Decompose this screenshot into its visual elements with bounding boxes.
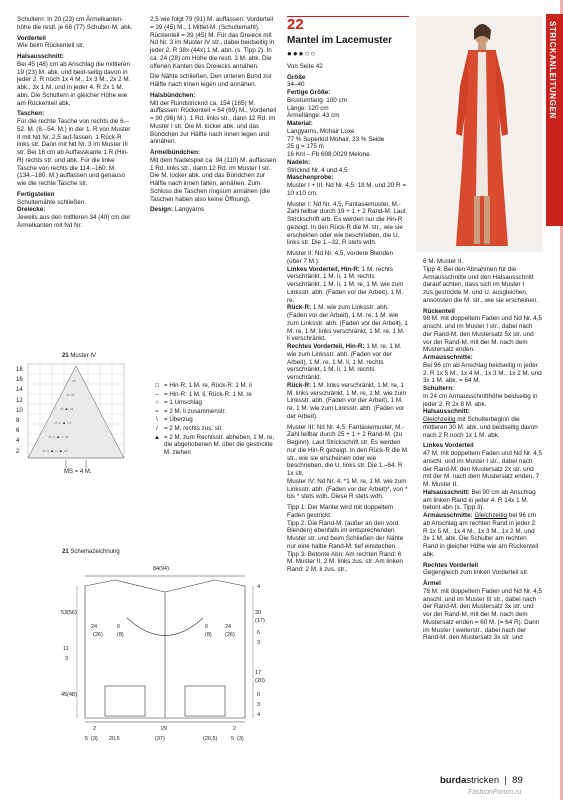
svg-text:6: 6	[117, 624, 121, 630]
halsbuendchen-heading: Halsbündchen:	[150, 91, 196, 99]
svg-text:3: 3	[65, 656, 69, 662]
svg-text:(20,5): (20,5)	[203, 736, 218, 742]
taschen-text: Für die rechte Tasche von rechts die 6.–52. M. (8.–54. M.) in der 1. R von Muster II mit Nd Nr. 2,5 auf-fassen. 1 Rück-R links str. Dann mit Nd Nr. 3 im Muster III str. Bei 16 cm ab Auffasskante 1 R (Hin-R) rechts str. und abk. Für die linke Tasche von rechts die 114.–160. M. (134.–180. M.) auffassen und genauso wie die rechte Tasche str.	[17, 118, 131, 187]
material-heading: Material:	[287, 120, 313, 127]
column-3	[287, 16, 409, 574]
dreiecke-text: Jeweils aus den mittleren 34 (40) cm der Ärmelkanten mit Nd Nr.	[17, 214, 131, 229]
tipp-1: Tipp 1: Der Mantel wird mit doppeltem Faden gestrickt.	[287, 504, 394, 519]
svg-text:2: 2	[93, 726, 97, 732]
halsausschnitt-heading: Halsausschnitt:	[17, 53, 64, 60]
svg-text:○\ ▲ ○/: ○\ ▲ ○/	[60, 406, 74, 411]
legend-symbol: ≈	[155, 407, 159, 415]
legend-item	[150, 408, 280, 416]
dreiecke-heading: Dreiecke:	[17, 206, 46, 214]
svg-text:(26): (26)	[225, 632, 235, 638]
legend-text: = Hin-R: 1 M. li, Rück-R: 1 M. re	[164, 390, 252, 398]
muster-1-text: Muster I: Nd Nr. 4,5, Fantasiemuster, M.-Zahl teilbar durch 19 + 1 + 2 Rand-M. Laut Strickschrift arb. Es werden nur die Hin-R gezeigt. In den Rück-R die M. str., wie sie erscheinen oder wie beschrieben, die U. links str. Die 1.–32. R stets wdh.	[287, 200, 406, 247]
halsausschnitt-text-2: Gleichzeitig mit Schulterbeginn die mittleren 30 M. abk. und beidseitig davon nach 2 R noch 1x 1 M. abk.	[423, 416, 538, 439]
chart-row-number: 14	[16, 387, 23, 394]
rechtes-vorderteil-text: Gegengleich zum linken Vorderteil str.	[423, 569, 529, 577]
page-footer: burdastricken | 89	[440, 775, 523, 786]
chart-row-number: 6	[16, 428, 20, 435]
vorderteil-text: Wie beim Rückenteil str.	[17, 42, 85, 50]
halsausschnitt-heading-2: Halsausschnitt:	[423, 408, 470, 416]
halsausschnitt-block-3: Halsausschnitt: Bei 90 cm ab Anschlag am linken Rand in jeder 4. R 14x 1 M. betont abn (s. Tipp 3).	[423, 488, 536, 512]
legend-symbol: /	[156, 424, 158, 432]
svg-text:24: 24	[225, 624, 232, 630]
svg-text:○\ ○ ▲ ○/: ○\ ○ ▲ ○/	[54, 420, 71, 425]
svg-text:5: 5	[231, 736, 235, 742]
maschenprobe-text: Muster I + III, Nd Nr. 4,5: 19 M. und 20 R = 10 x10 cm.	[287, 182, 406, 197]
schematic-drawing	[55, 558, 270, 746]
svg-text:5: 5	[85, 736, 89, 742]
svg-text:3: 3	[257, 640, 261, 646]
svg-text:20,5: 20,5	[109, 736, 120, 742]
legend-symbol: ○	[155, 399, 159, 407]
svg-text:(20): (20)	[255, 678, 265, 684]
knitting-chart	[26, 362, 136, 470]
rueckenteil-text: 98 M. mit doppeltem Faden und Nd Nr. 4,5 anschl. und im Muster I str., dabei nach der Rand-M. den Mustersatz 5x str. und vor der Rand-M. mit der M. nach dem Mustersatz enden.	[423, 315, 543, 354]
rechtes-vorderteil-block: Rechtes Vorderteil, Hin-R: 1 M. re, 1 M. wie zum Linksstr. abh. (Faden vor der Arbeit), 1 M. re, 1 M. li, 1 M. rechts verschränkt, 1 M. li, 1 M. rechts verschränkt.	[287, 343, 402, 381]
col4-continued: 6 M. Muster II.	[423, 258, 464, 265]
chart-legend	[150, 382, 280, 457]
page-number: 89	[512, 775, 523, 786]
pattern-number: 22	[287, 16, 304, 33]
svg-text:6: 6	[257, 630, 261, 636]
svg-text:4: 4	[257, 712, 261, 718]
watermark: FashionForum.ru	[468, 789, 522, 796]
aermelbuendchen-text: Mit dem Nadelspiel ca. 94 (110) M. auffassen. 1 Rd. links str., dann 12 Rd. im Muster I str. Die M. locker abk. und das Bündchen zur Hälfte nach innen falten, annähen. Zum Schluss die Taschen ringsum annähen (die Taschen haben also keine Öffnung).	[150, 156, 278, 203]
svg-text:(3): (3)	[237, 736, 244, 742]
muster-4-text: Muster IV: Nd Nr. 4: *1 M. re, 1 M. wie zum Linksstr. abh. (Faden vor der Arbeit)*, von * bis * stets wdh. Diese R stets wdh.	[287, 477, 408, 501]
legend-item	[150, 382, 280, 390]
svg-text:17: 17	[255, 670, 262, 676]
halsbuendchen-text: Mit der Rundstricknd ca. 154 (165) M. auffassen: Rückenteil = 64 (69) M., Vorderteil = 90 (96) M.). 1 Rd. links str., dann 12 Rd. im Muster I str. Die M. locker abk. und das Bündchen zur Hälfte nach innen legen und annähen.	[150, 99, 277, 146]
chart-row-number: 16	[16, 377, 23, 384]
armausschnitte-block-2: Armausschnitte: Gleichzeitig bei 96 cm ab Anschlag am rechten Rand in jeder 2. R 1x 5 M., 1x 4 M., 1x 3 M., 1x 2 M. und 3x 1 M. abk. Die Schulter am rechten Rand in gleicher Höhe wie am Rückenteil abk.	[423, 512, 539, 558]
chart-row-number: 10	[16, 407, 23, 414]
legend-text: = 1 Umschlag	[164, 399, 203, 407]
tipp-3: Tipp 3: Betonte Abn: Am rechten Rand: 6 M. Muster II, 2 M. links zus. str. Am linken Rand: 2 M. li zus. str.,	[287, 550, 403, 573]
schema-top-label: 84(94)	[153, 566, 169, 572]
legend-symbol: \	[156, 416, 158, 424]
armausschnitte-text-1: Bei 96 cm ab Anschlag beidseitig in jeder 2. R 1x 5 M., 1x 4 M., 1x 3 M., 1x 2 M. und 3x 1 M. abk. = 64 M.	[423, 361, 542, 385]
column-4	[423, 258, 543, 642]
model-illustration	[416, 16, 543, 252]
legend-text: = 2 M. zum Rechtsstr. abheben, 1 M. re, die abgehobenen M. über die gestrickte M. ziehen	[164, 433, 275, 456]
legend-symbol: □	[155, 382, 159, 389]
svg-text:24: 24	[91, 624, 98, 630]
muster-2-text: Muster II: Nd Nr. 4,5, vordere Blenden (über 7 M.):	[287, 250, 394, 265]
legend-item	[150, 425, 280, 433]
fertigstellen-text: Schultemähte schließen.	[17, 198, 86, 206]
svg-text:11: 11	[63, 646, 69, 652]
svg-text:20: 20	[255, 610, 262, 616]
legend-item	[150, 434, 280, 457]
rechtes-vorderteil-heading: Rechtes Vorderteil	[423, 561, 479, 569]
chart-row-number: 12	[16, 397, 23, 404]
svg-text:4: 4	[257, 584, 261, 590]
legend-text: = Hin-R: 1 M. re, Rück-R: 1 M. li	[164, 382, 252, 389]
svg-text:3: 3	[257, 702, 261, 708]
column-1	[17, 16, 134, 230]
svg-text:(26): (26)	[93, 632, 103, 638]
svg-text:(37): (37)	[155, 736, 165, 742]
svg-text:45: 45	[61, 692, 68, 698]
svg-text:6: 6	[257, 692, 261, 698]
chart-label: 21 Muster IV	[62, 353, 97, 359]
svg-text:○\ ○/: ○\ ○/	[66, 392, 75, 397]
svg-text:(8): (8)	[205, 632, 212, 638]
chart-row-number: 4	[16, 438, 20, 445]
svg-text:○\ ○ ▲ ○ ○/: ○\ ○ ▲ ○ ○/	[48, 434, 69, 439]
linkes-vorderteil-text: 47 M. mit doppeltem Faden und Nd Nr. 4,5 anschl. und im Muster I str., dabei nach der Rand-M. den Mustersatz 2x str. und mit der M. nach dem Mustersatz enden, 7 M. Muster II.	[423, 450, 543, 488]
source-page: Von Seite 42	[287, 62, 323, 70]
legend-item	[150, 416, 280, 424]
schultern-text: In 24 cm Armausschnitthöhe beidseitig in jeder 2. R 2x 8 M. abk.	[423, 392, 538, 408]
svg-text:(3): (3)	[91, 736, 98, 742]
groesse-heading: Größe	[287, 73, 306, 81]
chart-repeat-label: MS = 4 M.	[64, 469, 92, 475]
tipp-2: Tipp 2: Die Rand-M. (außer an den vord. Blenden) ebenfalls im entsprechenden Muster str. und beim Schließen der Nähte nur eine halbe Rand-M. tief einstechen.	[287, 519, 404, 550]
rueck-r-block-1: Rück-R: 1 M. wie zum Linksstr. abh. (Faden vor der Arbeit), 1 M. re, 1 M. wie zum Linksstr. abh. (Faden vor der Arbeit), 1 M. re, 1 M. links verschränkt, 1 M. re, 1 M. li verschränkt.	[287, 304, 408, 343]
linkes-vorderteil-block: Linkes Vorderteil, Hin-R: 1 M. rechts verschränkt, 1 M. li, 1 M. rechts verschränkt, 1 M. li, 1 M. re, 1 M. wie zum Linksstr. abh. (Faden vor der Arbeit), 1 M. re.	[287, 265, 404, 304]
svg-text:29: 29	[161, 726, 168, 732]
vorderteil-heading: Vorderteil	[17, 34, 46, 42]
schultern-paragraph: Schultern: In 20 (23) cm Ärmelkanten-höhe die restl. je 68 (77) Schulter-M. abk.	[17, 16, 133, 31]
maschenprobe-heading: Maschenprobe:	[287, 174, 334, 182]
naehte-text: Die Nähte schließen. Den unteren Bund zur Hälfte nach innen legen und annähen.	[150, 73, 272, 88]
schultern-heading: Schultern:	[423, 385, 455, 392]
section-tab: STRICKANLEITUNGEN	[546, 14, 563, 226]
fertige-groesse-text: Brustumfang: 100 cm Länge: 120 cm Ärmellänge: 43 cm	[287, 96, 347, 120]
groesse-text: 34–40	[287, 81, 305, 89]
armausschnitte-heading-1: Armausschnitte:	[423, 354, 473, 361]
aermelbuendchen-heading: Ärmelbündchen:	[150, 149, 201, 156]
svg-text:○/: ○/	[72, 378, 76, 383]
svg-text:2: 2	[233, 726, 237, 732]
legend-text: = Überzug	[164, 416, 193, 424]
svg-text:6: 6	[205, 624, 209, 630]
column-2	[150, 16, 278, 214]
svg-text:(56): (56)	[67, 610, 77, 616]
coat-photo	[416, 16, 543, 252]
dreieck-continued-text: 2,5 wie folgt 79 (91) M. auffassen: Vorderteil = 39 (45) M., 1 Mittel-M. (Schultemaht), Rückenteil = 39 (45) M. Für das Dreieck mit Nd Nr. 3 im Muster IV str., dabei beidseitig in jeder 2. R 38x (44x) 1 M. abn. (s. Tipp 2). In ca. 24 (28) cm Höhe die restl. 3 M. abk. Die offenen Kanten des Dreiecks annähen.	[150, 16, 275, 70]
material-text: Langyarns, Mohair Luxe 77 % Superkid Mohair, 23 % Seide 25 g = 175 m 16 Knl – Fb 698.0029 Melone.	[287, 127, 385, 158]
chart-row-number: 18	[16, 367, 23, 373]
nadeln-text: Stricknd Nr. 4 und 4,5	[287, 166, 348, 174]
legend-symbol: –	[155, 390, 159, 398]
difficulty-dots: ●●●○○	[287, 49, 317, 58]
muster-3-text: Muster III: Nd Nr. 4,5: Fantasiemuster, M.-Zahl teilbar durch 25 + 1 + 2 Rand-M. (zu Beginn). Laut Strickschrift str. Es werden nur die Hin-R gezeigt. In den Rück-R die M. str., wie sie erscheinen oder wie beschrieben, die U. links str. Die 1.–64. R 1x str.	[287, 423, 409, 477]
fertige-groesse-heading: Fertige Größe:	[287, 89, 331, 96]
legend-symbol: ▲	[153, 433, 161, 441]
nadeln-heading: Nadeln:	[287, 158, 311, 166]
chart-row-number: 8	[16, 418, 20, 424]
legend-text: = 2 M. li zusammenstr.	[164, 407, 227, 415]
linkes-vorderteil-heading: Linkes Vorderteil	[423, 442, 474, 450]
svg-text:○\ ○ ▲ ○ ▲ ○/: ○\ ○ ▲ ○ ▲ ○/	[42, 448, 68, 453]
svg-text:(8): (8)	[117, 632, 124, 638]
chart-row-number: 2	[16, 448, 20, 455]
rueckenteil-heading: Rückenteil	[423, 307, 455, 315]
fertigstellen-heading: Fertigstellen	[17, 190, 55, 198]
taschen-heading: Taschen:	[17, 110, 45, 118]
aermel-text: 78 M. mit doppeltem Faden und Nd Nr. 4,5 anschl. und im Muster III str., dabei nach der Rand-M. den Mustersatz 3x str. und vor der Rand-M. mit der M. nach dem Mustersatz enden = 60 M. (= 64 R). Dann im Muster I weiterstr., dabei nach der Rand-M. den Mustersatz 3x str. und	[423, 587, 543, 642]
rueck-r-block-2: Rück-R: 1 M. links verschränkt, 1 M. re, 1 M. links verschränkt, 1 M. re, 1 M. wie zum Linksstr. abh. (Faden vor der Arbeit), 1 M. re, 1 M. wie zum Linksstr. abh. (Faden vor der Arbeit).	[287, 381, 407, 420]
legend-item	[150, 391, 280, 399]
tipp-4: Tipp 4: Bei den Abnahmen für die Armausschnitte und den Halsausschnitt darauf achten, dass sich im Muster I zus.gestrickte M. und U. ausgleichen, ansonsten die M. str., wie sie erscheinen.	[423, 265, 539, 304]
pattern-title: Mantel im Lacemuster	[287, 35, 393, 46]
halsausschnitt-text: Bei 45 (48) cm ab Anschlag die mittleren 19 (23) M. abk. und beid-seitig davon in jeder 2. R noch 1x 4 M., 1x 3 M., 2x 2 M. abk., 3x 1 M. und in jeder 4. R 2x 1 M. abn. Die Schultern in gleicher Höhe wie am Rückenteil abk.	[17, 60, 131, 107]
svg-text:(17): (17)	[255, 618, 265, 624]
svg-text:53: 53	[61, 610, 68, 616]
schematic-label: 21 Schemazeichnung	[62, 549, 120, 555]
legend-text: = 2 M. rechts zus. str.	[164, 424, 223, 432]
design-credit: Design: Langyarns	[150, 206, 205, 214]
legend-item	[150, 399, 280, 407]
svg-text:(48): (48)	[67, 692, 77, 698]
aermel-heading: Ärmel	[423, 580, 441, 587]
